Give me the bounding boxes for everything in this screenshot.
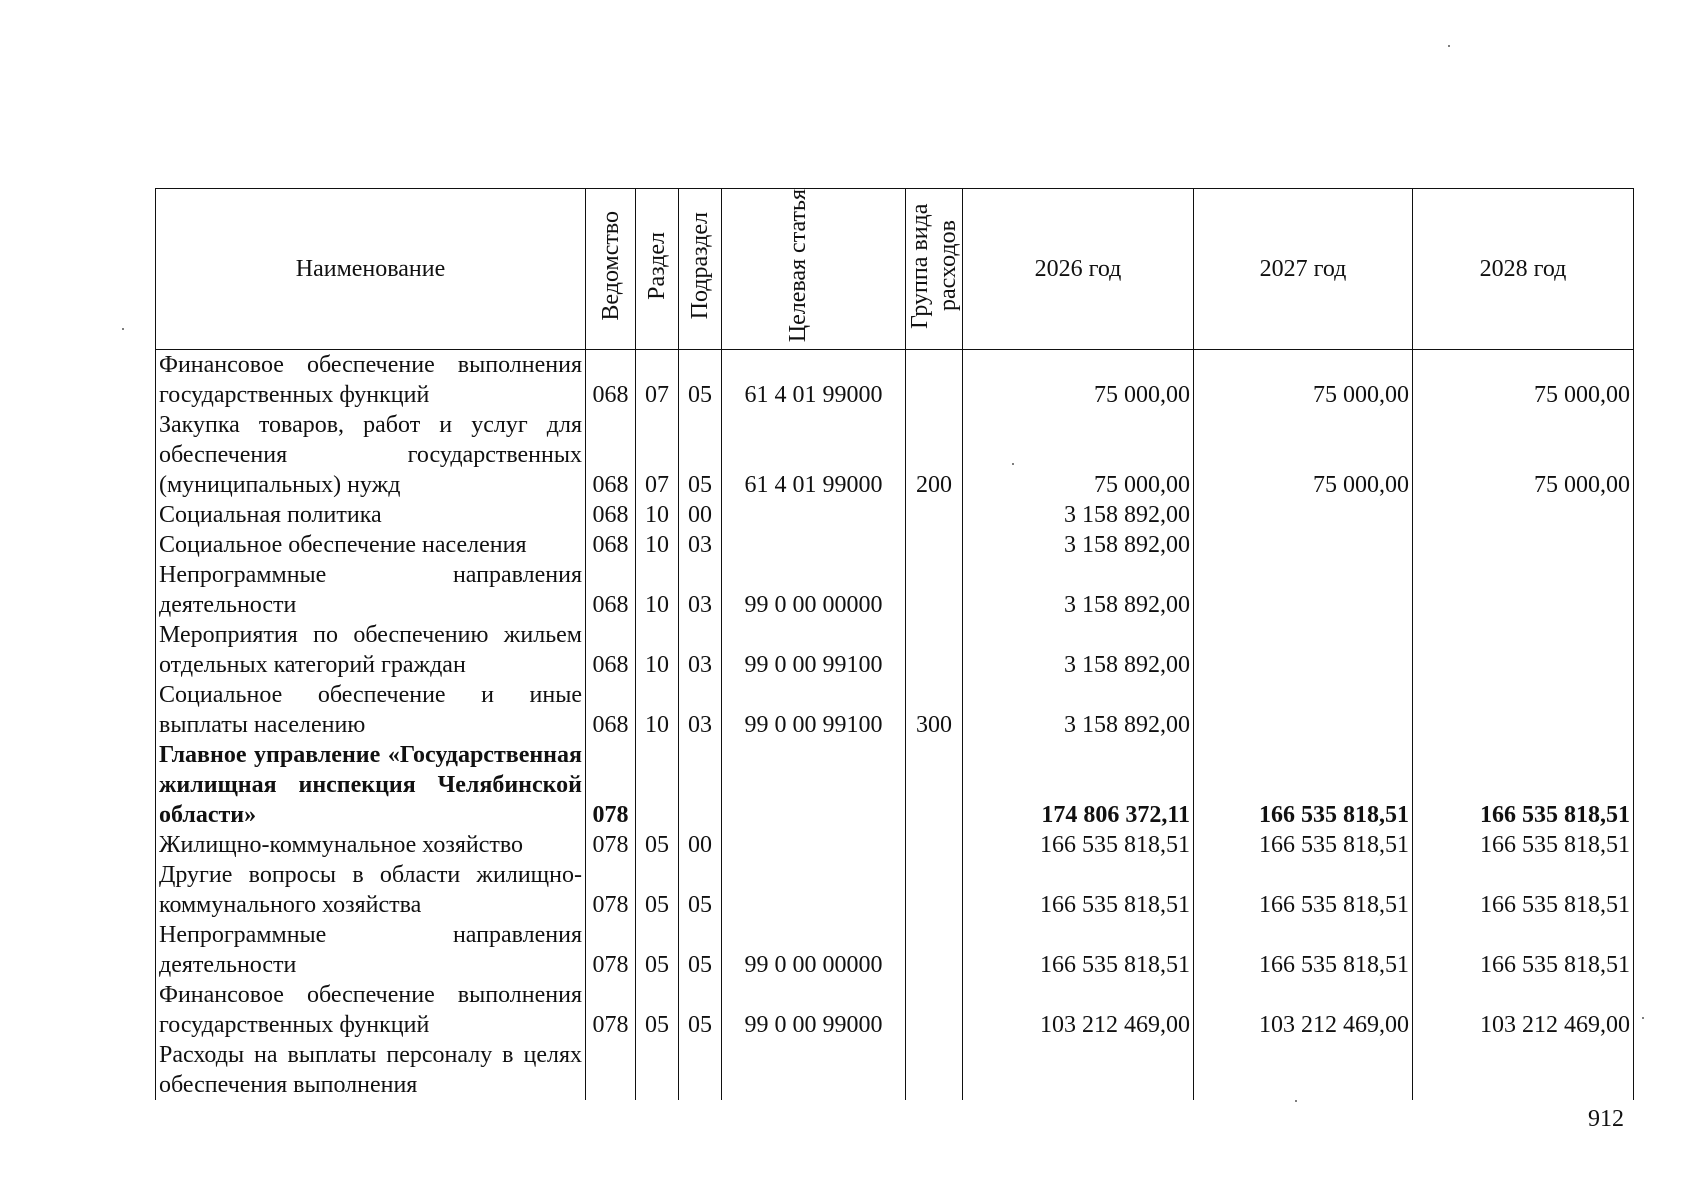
name-cell: Социальное обеспечение и иные выплаты населению [156,680,586,740]
amount-2027-cell [1194,620,1413,680]
group-cell [906,350,963,411]
header-2026: 2026 год [963,189,1194,350]
amount-2026-cell [963,1040,1194,1100]
dept-cell: 078 [586,920,636,980]
name-cell: Закупка товаров, работ и услуг для обеспечения государственных (муниципальных) нужд [156,410,586,500]
group-cell [906,920,963,980]
header-section: Раздел [644,231,670,300]
subsection-cell: 03 [679,560,722,620]
subsection-cell [679,740,722,830]
target-cell [722,1040,906,1100]
amount-2028-cell: 75 000,00 [1413,410,1634,500]
name-cell: Социальное обеспечение населения [156,530,586,560]
group-cell [906,500,963,530]
target-cell: 61 4 01 99000 [722,350,906,411]
name-cell: Жилищно-коммунальное хозяйство [156,830,586,860]
amount-2027-cell: 166 535 818,51 [1194,920,1413,980]
table-row [156,560,1634,620]
amount-2027-cell: 75 000,00 [1194,410,1413,500]
amount-2026-cell: 3 158 892,00 [963,500,1194,530]
section-cell [636,740,679,830]
name-cell: Другие вопросы в области жилищно-коммунального хозяйства [156,860,586,920]
table-row [156,920,1634,980]
subsection-cell: 05 [679,980,722,1040]
target-cell: 99 0 00 00000 [722,560,906,620]
group-cell [906,740,963,830]
table-row [156,740,1634,830]
table-row [156,980,1634,1040]
amount-2026-cell: 3 158 892,00 [963,620,1194,680]
scan-speck [1642,1017,1644,1019]
header-group: Группа вида расходов [907,202,961,329]
group-cell: 200 [906,410,963,500]
section-cell: 07 [636,410,679,500]
amount-2027-cell: 166 535 818,51 [1194,860,1413,920]
budget-table [155,188,1634,1100]
table-body [156,350,1634,1101]
name-cell: Мероприятия по обеспечению жильем отдельных категорий граждан [156,620,586,680]
table-row [156,500,1634,530]
name-cell: Непрограммные направления деятельности [156,560,586,620]
dept-cell [586,1040,636,1100]
name-cell: Главное управление «Государственная жилищная инспекция Челябинской области» [156,740,586,830]
amount-2026-cell: 3 158 892,00 [963,680,1194,740]
target-cell [722,500,906,530]
scan-speck [122,328,124,330]
target-cell [722,830,906,860]
target-cell: 99 0 00 99100 [722,680,906,740]
amount-2026-cell: 166 535 818,51 [963,860,1194,920]
group-cell [906,980,963,1040]
subsection-cell: 05 [679,350,722,411]
group-cell [906,530,963,560]
table-row [156,830,1634,860]
dept-cell: 068 [586,560,636,620]
amount-2026-cell: 75 000,00 [963,350,1194,411]
table-row [156,620,1634,680]
dept-cell: 068 [586,620,636,680]
group-cell [906,860,963,920]
amount-2026-cell: 3 158 892,00 [963,530,1194,560]
section-cell: 05 [636,920,679,980]
dept-cell: 078 [586,860,636,920]
header-subsection: Подраздел [687,211,713,320]
target-cell [722,740,906,830]
amount-2026-cell: 3 158 892,00 [963,560,1194,620]
amount-2027-cell [1194,680,1413,740]
amount-2028-cell: 166 535 818,51 [1413,860,1634,920]
amount-2027-cell: 75 000,00 [1194,350,1413,411]
group-cell [906,560,963,620]
subsection-cell: 05 [679,860,722,920]
section-cell: 10 [636,530,679,560]
subsection-cell: 00 [679,830,722,860]
amount-2028-cell [1413,530,1634,560]
amount-2028-cell [1413,680,1634,740]
amount-2028-cell: 166 535 818,51 [1413,740,1634,830]
dept-cell: 068 [586,410,636,500]
section-cell [636,1040,679,1100]
section-cell: 05 [636,980,679,1040]
header-name: Наименование [156,189,586,350]
amount-2026-cell: 75 000,00 [963,410,1194,500]
amount-2028-cell [1413,1040,1634,1100]
subsection-cell: 00 [679,500,722,530]
subsection-cell: 03 [679,680,722,740]
target-cell [722,860,906,920]
section-cell: 05 [636,830,679,860]
name-cell: Финансовое обеспечение выполнения государственных функций [156,980,586,1040]
amount-2028-cell: 166 535 818,51 [1413,830,1634,860]
section-cell: 10 [636,620,679,680]
section-cell: 05 [636,860,679,920]
section-cell: 07 [636,350,679,411]
scan-speck [1448,45,1450,47]
section-cell: 10 [636,500,679,530]
name-cell: Расходы на выплаты персоналу в целях обеспечения выполнения [156,1040,586,1100]
header-dept: Ведомство [597,210,624,321]
page-number: 912 [1588,1106,1624,1132]
amount-2027-cell [1194,500,1413,530]
amount-2026-cell: 166 535 818,51 [963,830,1194,860]
scan-speck [1012,463,1014,465]
table-row [156,530,1634,560]
amount-2026-cell: 174 806 372,11 [963,740,1194,830]
table-row [156,680,1634,740]
target-cell: 61 4 01 99000 [722,410,906,500]
subsection-cell [679,1040,722,1100]
group-cell [906,830,963,860]
amount-2028-cell [1413,560,1634,620]
target-cell [722,530,906,560]
amount-2027-cell [1194,1040,1413,1100]
name-cell: Финансовое обеспечение выполнения государственных функций [156,350,586,411]
dept-cell: 078 [586,980,636,1040]
dept-cell: 068 [586,500,636,530]
name-cell: Социальная политика [156,500,586,530]
amount-2027-cell [1194,530,1413,560]
dept-cell: 068 [586,530,636,560]
header-2028: 2028 год [1413,189,1634,350]
subsection-cell: 03 [679,530,722,560]
amount-2026-cell: 103 212 469,00 [963,980,1194,1040]
dept-cell: 078 [586,830,636,860]
dept-cell: 068 [586,680,636,740]
scan-speck [1295,1100,1297,1102]
amount-2027-cell: 103 212 469,00 [1194,980,1413,1040]
section-cell: 10 [636,680,679,740]
table-row [156,860,1634,920]
header-target: Целевая статья [784,189,811,343]
dept-cell: 068 [586,350,636,411]
amount-2028-cell: 166 535 818,51 [1413,920,1634,980]
group-cell [906,620,963,680]
subsection-cell: 05 [679,410,722,500]
amount-2026-cell: 166 535 818,51 [963,920,1194,980]
header-2027: 2027 год [1194,189,1413,350]
table-row [156,350,1634,411]
group-cell: 300 [906,680,963,740]
amount-2028-cell: 75 000,00 [1413,350,1634,411]
subsection-cell: 05 [679,920,722,980]
table-row [156,1040,1634,1100]
amount-2027-cell: 166 535 818,51 [1194,740,1413,830]
amount-2027-cell [1194,560,1413,620]
dept-cell: 078 [586,740,636,830]
target-cell: 99 0 00 99100 [722,620,906,680]
subsection-cell: 03 [679,620,722,680]
amount-2027-cell: 166 535 818,51 [1194,830,1413,860]
group-cell [906,1040,963,1100]
header-row [156,189,1634,350]
amount-2028-cell: 103 212 469,00 [1413,980,1634,1040]
table-row [156,410,1634,500]
amount-2028-cell [1413,500,1634,530]
target-cell: 99 0 00 99000 [722,980,906,1040]
section-cell: 10 [636,560,679,620]
amount-2028-cell [1413,620,1634,680]
target-cell: 99 0 00 00000 [722,920,906,980]
name-cell: Непрограммные направления деятельности [156,920,586,980]
